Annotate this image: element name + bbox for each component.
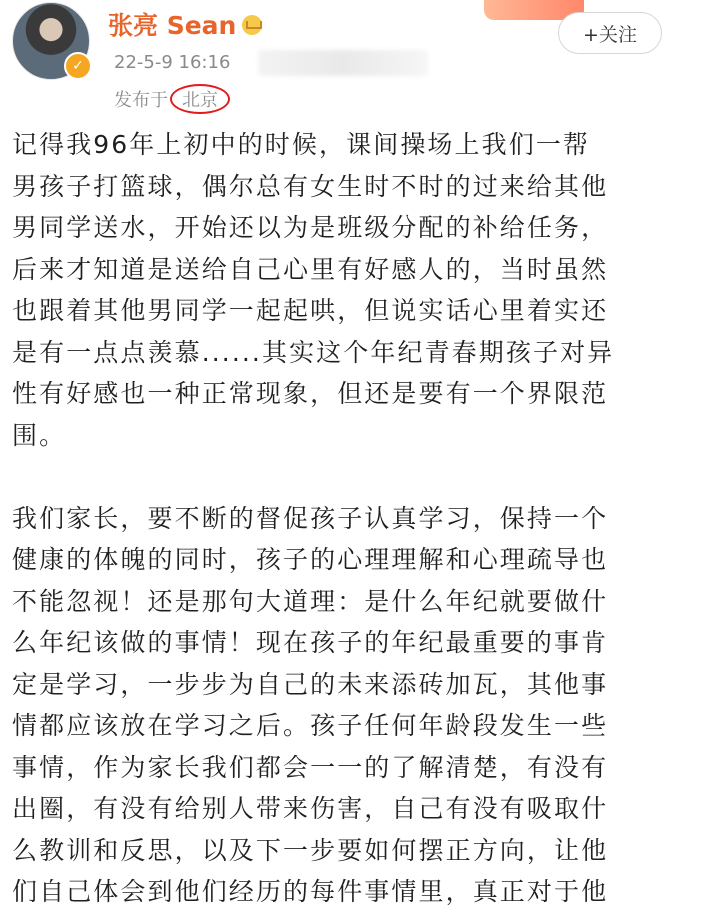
body-line: 性有好感也一种正常现象，但还是要有一个界限范 xyxy=(12,379,609,408)
author-name[interactable]: 张亮 Sean xyxy=(108,11,237,40)
post-timestamp[interactable]: 22-5-9 16:16 xyxy=(114,52,231,73)
body-line: 是有一点点羡慕......其实这个年纪青春期孩子对异 xyxy=(12,337,615,367)
paragraph-spacer xyxy=(12,456,704,498)
body-line: 我们家长，要不断的督促孩子认真学习，保持一个 xyxy=(12,503,609,533)
paragraph-1 xyxy=(12,124,704,456)
body-line: 记得我96年上初中的时候，课间操场上我们一帮 xyxy=(12,130,591,159)
body-line: 出圈，有没有给别人带来伤害，自己有没有吸取什 xyxy=(12,794,609,823)
body-line: 不能忽视！还是那句大道理：是什么年纪就要做什 xyxy=(12,586,609,616)
body-line: 定是学习，一步步为自己的未来添砖加瓦，其他事 xyxy=(12,669,609,699)
paragraph-2 xyxy=(12,498,704,913)
body-line: 么年纪该做的事情！现在孩子的年纪最重要的事肯 xyxy=(12,628,609,657)
body-line: 后来才知道是送给自己心里有好感人的，当时虽然 xyxy=(12,254,609,284)
body-line: 事情，作为家长我们都会一一的了解清楚，有没有 xyxy=(12,752,609,782)
body-line: 也跟着其他男同学一起起哄，但说实话心里着实还 xyxy=(12,296,609,325)
body-line: 么教训和反思，以及下一步要如何摆正方向，让他 xyxy=(12,835,609,865)
body-line: 围。 xyxy=(12,420,67,450)
body-line: 情都应该放在学习之后。孩子任何年龄段发生一些 xyxy=(12,711,609,740)
follow-button-label: +关注 xyxy=(583,23,637,46)
post-header xyxy=(0,0,714,120)
body-line: 们自己体会到他们经历的每件事情里，真正对于他 xyxy=(12,877,609,906)
location-highlight-circle xyxy=(170,84,230,114)
follow-button[interactable] xyxy=(558,12,662,54)
location-prefix: 发布于 xyxy=(114,90,168,111)
location-line xyxy=(114,84,230,114)
author-name-row[interactable] xyxy=(108,6,262,42)
verified-v-icon: ✓ xyxy=(64,52,92,80)
body-line: 男同学送水，开始还以为是班级分配的补给任务， xyxy=(12,213,609,242)
location-text: 北京 xyxy=(182,90,218,111)
post-body xyxy=(12,124,704,913)
body-line: 男孩子打篮球，偶尔总有女生时不时的过来给其他 xyxy=(12,171,609,201)
blurred-redaction xyxy=(258,50,428,76)
crown-icon xyxy=(242,15,262,35)
body-line: 健康的体魄的同时，孩子的心理理解和心理疏导也 xyxy=(12,545,609,574)
